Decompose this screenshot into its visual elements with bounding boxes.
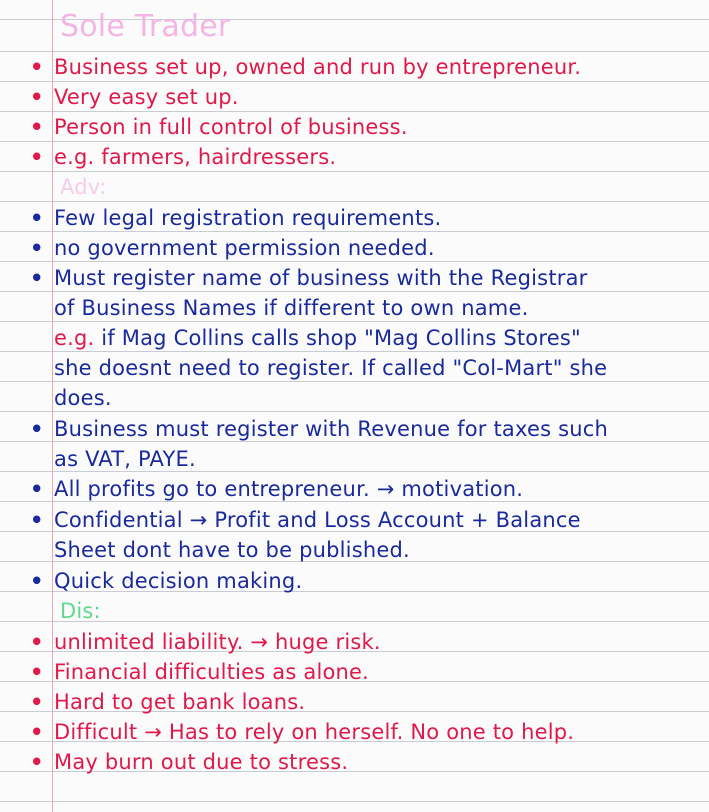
dis-item: • May burn out due to stress. [30,750,349,774]
adv-item-continued: she doesnt need to register. If called "Col-Mart" she [54,356,608,380]
adv-heading: Adv: [60,175,107,199]
dis-heading: Dis: [60,599,101,623]
adv-item-continued: as VAT, PAYE. [54,447,196,471]
adv-item-continued: of Business Names if different to own name. [54,296,529,320]
intro-item: • Very easy set up. [30,85,239,109]
intro-item: • Person in full control of business. [30,115,408,139]
dis-item: • Difficult → Has to rely on herself. No one to help. [30,720,575,744]
adv-example: e.g. if Mag Collins calls shop "Mag Collins Stores" [54,326,581,350]
intro-item: • e.g. farmers, hairdressers. [30,145,337,169]
adv-item: • Business must register with Revenue for taxes such [30,417,608,441]
adv-item: • no government permission needed. [30,236,435,260]
dis-item: • unlimited liability. → huge risk. [30,630,381,654]
adv-item: • Confidential → Profit and Loss Account + Balance [30,508,581,532]
adv-item: • All profits go to entrepreneur. → motivation. [30,477,524,501]
adv-item: • Quick decision making. [30,569,303,593]
adv-item: • Few legal registration requirements. [30,206,442,230]
adv-item-continued: does. [54,386,112,410]
dis-item: • Financial difficulties as alone. [30,660,370,684]
intro-item: • Business set up, owned and run by entrepreneur. [30,55,582,79]
adv-item-continued: Sheet dont have to be published. [54,538,410,562]
dis-item: • Hard to get bank loans. [30,690,306,714]
adv-item: • Must register name of business with the Registrar [30,266,588,290]
page-title: Sole Trader [60,9,231,44]
